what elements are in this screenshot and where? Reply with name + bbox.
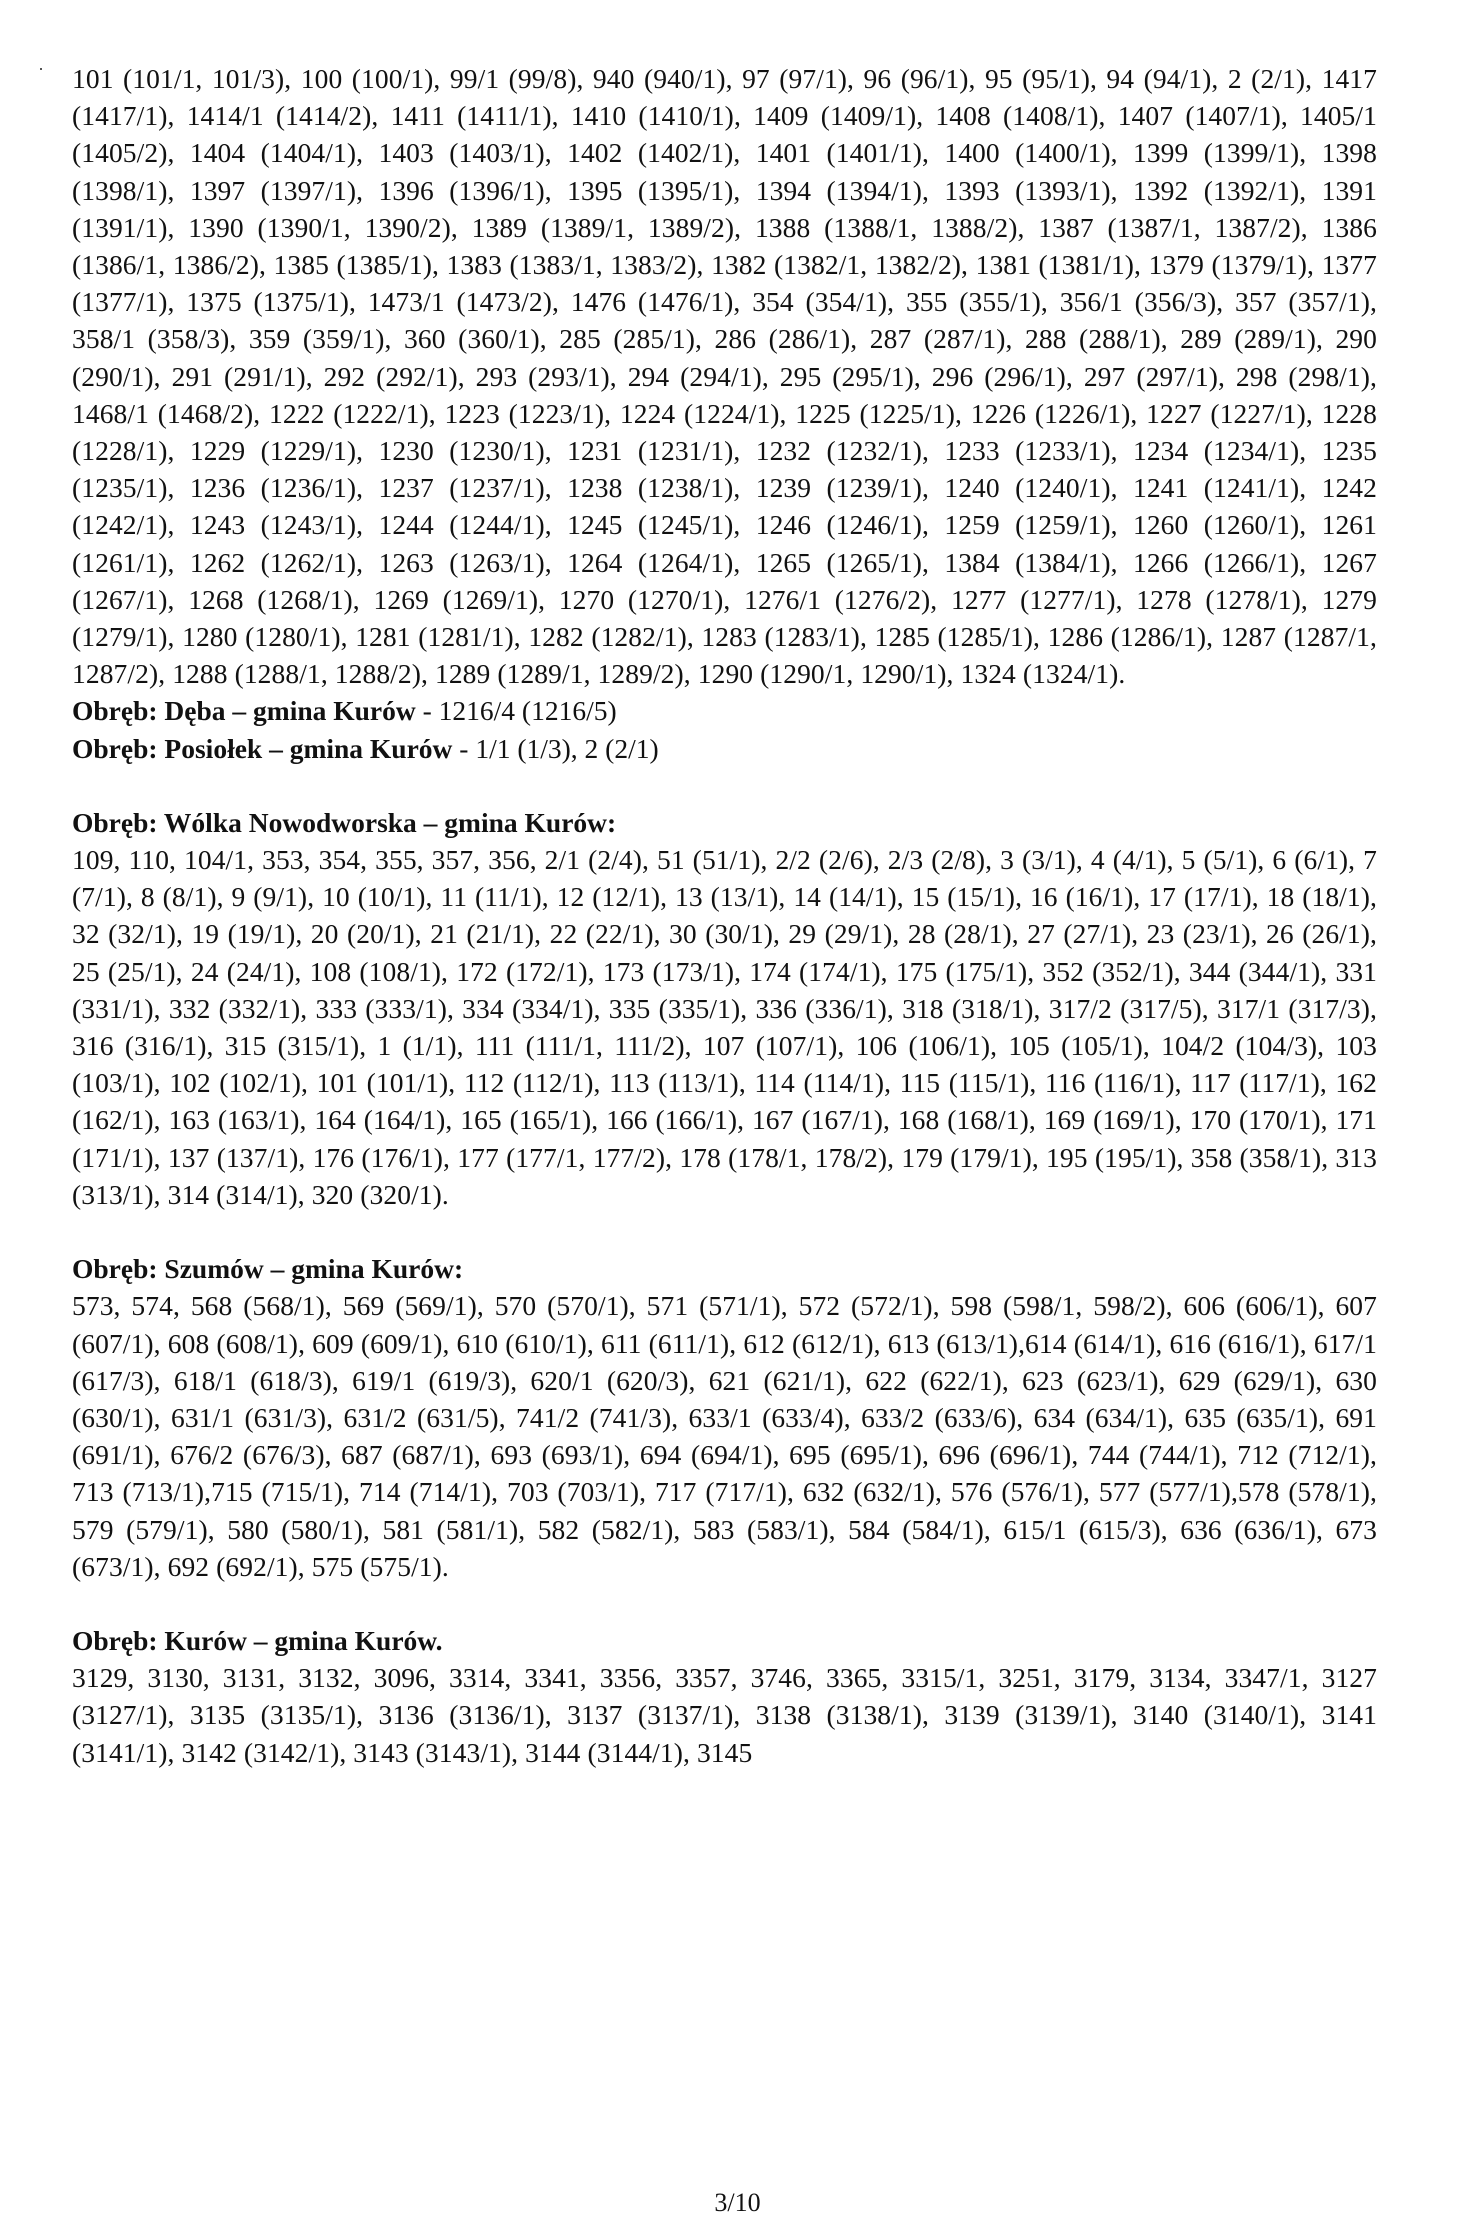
section-szumow [72, 1250, 1377, 1585]
section-szumow-parcels: 573, 574, 568 (568/1), 569 (569/1), 570 (570/1), 571 (571/1), 572 (572/1), 598 (598/1, 598/2), 606 (606/1), 607 (607/1), 608 (608/1), 609 (609/1), 610 (610/1), 611 (611/1), 612 (612/1), 613 (613/1),614 (614/1), 616 (616/1), 617/1 (617/3), 618/1 (618/3), 619/1 (619/3), 620/1 (620/3), 621 (621/1), 622 (622/1), 623 (623/1), 629 (629/1), 630 (630/1), 631/1 (631/3), 631/2 (631/5), 741/2 (741/3), 633/1 (633/4), 633/2 (633/6), 634 (634/1), 635 (635/1), 691 (691/1), 676/2 (676/3), 687 (687/1), 693 (693/1), 694 (694/1), 695 (695/1), 696 (696/1), 744 (744/1), 712 (712/1), 713 (713/1),715 (715/1), 714 (714/1), 703 (703/1), 717 (717/1), 632 (632/1), 576 (576/1), 577 (577/1),578 (578/1), 579 (579/1), 580 (580/1), 581 (581/1), 582 (582/1), 583 (583/1), 584 (584/1), 615/1 (615/3), 636 (636/1), 673 (673/1), 692 (692/1), 575 (575/1). [72, 1290, 1377, 1582]
section-wolka-parcels: 109, 110, 104/1, 353, 354, 355, 357, 356, 2/1 (2/4), 51 (51/1), 2/2 (2/6), 2/3 (2/8), 3 (3/1), 4 (4/1), 5 (5/1), 6 (6/1), 7 (7/1), 8 (8/1), 9 (9/1), 10 (10/1), 11 (11/1), 12 (12/1), 13 (13/1), 14 (14/1), 15 (15/1), 16 (16/1), 17 (17/1), 18 (18/1), 32 (32/1), 19 (19/1), 20 (20/1), 21 (21/1), 22 (22/1), 30 (30/1), 29 (29/1), 28 (28/1), 27 (27/1), 23 (23/1), 26 (26/1), 25 (25/1), 24 (24/1), 108 (108/1), 172 (172/1), 173 (173/1), 174 (174/1), 175 (175/1), 352 (352/1), 344 (344/1), 331 (331/1), 332 (332/1), 333 (333/1), 334 (334/1), 335 (335/1), 336 (336/1), 318 (318/1), 317/2 (317/5), 317/1 (317/3), 316 (316/1), 315 (315/1), 1 (1/1), 111 (111/1, 111/2), 107 (107/1), 106 (106/1), 105 (105/1), 104/2 (104/3), 103 (103/1), 102 (102/1), 101 (101/1), 112 (112/1), 113 (113/1), 114 (114/1), 115 (115/1), 116 (116/1), 117 (117/1), 162 (162/1), 163 (163/1), 164 (164/1), 165 (165/1), 166 (166/1), 167 (167/1), 168 (168/1), 169 (169/1), 170 (170/1), 171 (171/1), 137 (137/1), 176 (176/1), 177 (177/1, 177/2), 178 (178/1, 178/2), 179 (179/1), 195 (195/1), 358 (358/1), 313 (313/1), 314 (314/1), 320 (320/1). [72, 844, 1377, 1210]
section-deba-parcels: - 1216/4 (1216/5) [415, 695, 617, 727]
section-posiolek-parcels: - 1/1 (1/3), 2 (2/1) [452, 732, 659, 764]
section-kurow-heading: Obręb: Kurów – gmina Kurów. [72, 1624, 443, 1656]
section-wolka-heading: Obręb: Wólka Nowodworska – gmina Kurów: [72, 806, 617, 838]
section-kurow-parcels: 3129, 3130, 3131, 3132, 3096, 3314, 3341, 3356, 3357, 3746, 3365, 3315/1, 3251, 3179, 3134, 3347/1, 3127 (3127/1), 3135 (3135/1), 3136 (3136/1), 3137 (3137/1), 3138 (3138/1), 3139 (3139/1), 3140 (3140/1), 3141 (3141/1), 3142 (3142/1), 3143 (3143/1), 3144 (3144/1), 3145 [72, 1662, 1377, 1768]
section-posiolek [72, 730, 1377, 767]
page-number: 3/10 [714, 2188, 761, 2217]
section-deba-heading: Obręb: Dęba – gmina Kurów [72, 695, 416, 727]
scan-speck [40, 68, 42, 70]
section-wolka [72, 804, 1377, 1213]
document-page [72, 60, 1377, 2190]
section-szumow-heading: Obręb: Szumów – gmina Kurów: [72, 1253, 464, 1285]
section-kurow [72, 1622, 1377, 1771]
section-posiolek-heading: Obręb: Posiołek – gmina Kurów [72, 732, 453, 764]
continuation-parcel-list: 101 (101/1, 101/3), 100 (100/1), 99/1 (99/8), 940 (940/1), 97 (97/1), 96 (96/1), 95 (95/1), 94 (94/1), 2 (2/1), 1417 (1417/1), 1414/1 (1414/2), 1411 (1411/1), 1410 (1410/1), 1409 (1409/1), 1408 (1408/1), 1407 (1407/1), 1405/1 (1405/2), 1404 (1404/1), 1403 (1403/1), 1402 (1402/1), 1401 (1401/1), 1400 (1400/1), 1399 (1399/1), 1398 (1398/1), 1397 (1397/1), 1396 (1396/1), 1395 (1395/1), 1394 (1394/1), 1393 (1393/1), 1392 (1392/1), 1391 (1391/1), 1390 (1390/1, 1390/2), 1389 (1389/1, 1389/2), 1388 (1388/1, 1388/2), 1387 (1387/1, 1387/2), 1386 (1386/1, 1386/2), 1385 (1385/1), 1383 (1383/1, 1383/2), 1382 (1382/1, 1382/2), 1381 (1381/1), 1379 (1379/1), 1377 (1377/1), 1375 (1375/1), 1473/1 (1473/2), 1476 (1476/1), 354 (354/1), 355 (355/1), 356/1 (356/3), 357 (357/1), 358/1 (358/3), 359 (359/1), 360 (360/1), 285 (285/1), 286 (286/1), 287 (287/1), 288 (288/1), 289 (289/1), 290 (290/1), 291 (291/1), 292 (292/1), 293 (293/1), 294 (294/1), 295 (295/1), 296 (296/1), 297 (297/1), 298 (298/1), 1468/1 (1468/2), 1222 (1222/1), 1223 (1223/1), 1224 (1224/1), 1225 (1225/1), 1226 (1226/1), 1227 (1227/1), 1228 (1228/1), 1229 (1229/1), 1230 (1230/1), 1231 (1231/1), 1232 (1232/1), 1233 (1233/1), 1234 (1234/1), 1235 (1235/1), 1236 (1236/1), 1237 (1237/1), 1238 (1238/1), 1239 (1239/1), 1240 (1240/1), 1241 (1241/1), 1242 (1242/1), 1243 (1243/1), 1244 (1244/1), 1245 (1245/1), 1246 (1246/1), 1259 (1259/1), 1260 (1260/1), 1261 (1261/1), 1262 (1262/1), 1263 (1263/1), 1264 (1264/1), 1265 (1265/1), 1384 (1384/1), 1266 (1266/1), 1267 (1267/1), 1268 (1268/1), 1269 (1269/1), 1270 (1270/1), 1276/1 (1276/2), 1277 (1277/1), 1278 (1278/1), 1279 (1279/1), 1280 (1280/1), 1281 (1281/1), 1282 (1282/1), 1283 (1283/1), 1285 (1285/1), 1286 (1286/1), 1287 (1287/1, 1287/2), 1288 (1288/1, 1288/2), 1289 (1289/1, 1289/2), 1290 (1290/1, 1290/1), 1324 (1324/1). [72, 63, 1377, 690]
section-deba [72, 692, 1377, 729]
